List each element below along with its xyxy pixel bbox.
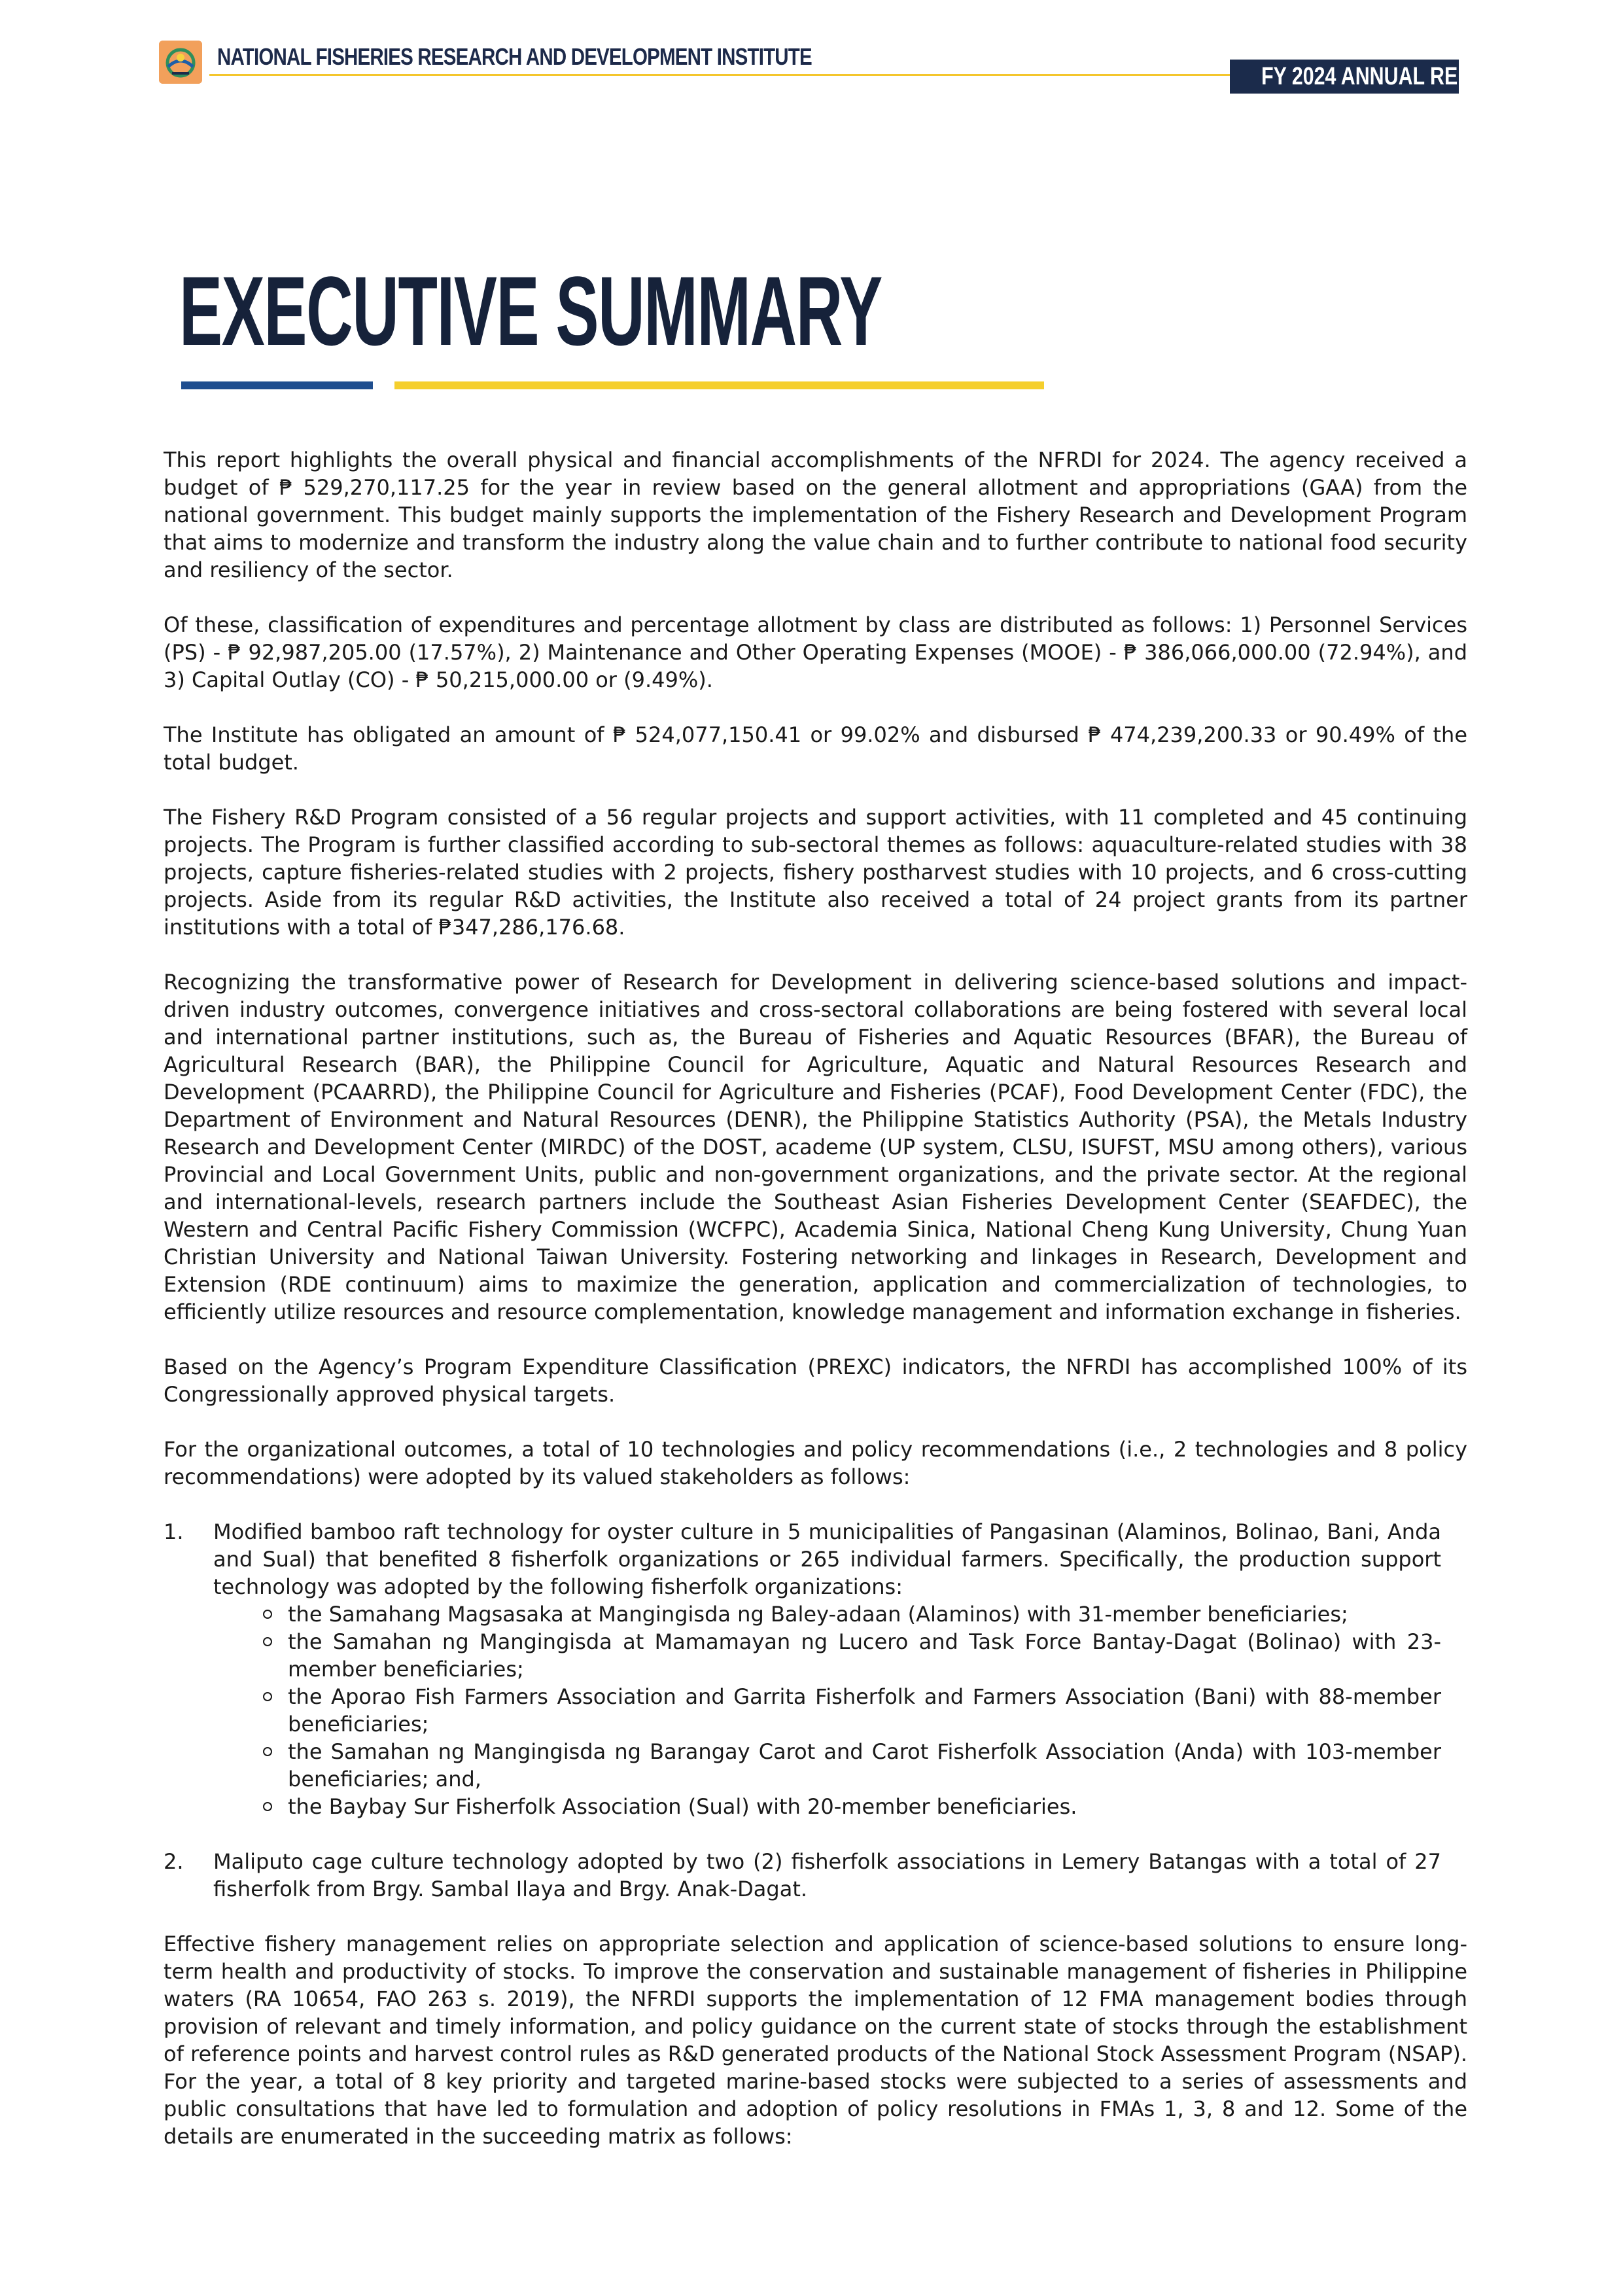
sub-list-item [213, 1600, 1441, 1628]
report-label-badge [1230, 60, 1513, 94]
list-number: 1. [164, 1519, 184, 1544]
sub-list-item [213, 1683, 1441, 1738]
circle-bullet-icon [263, 1747, 272, 1756]
sub-list-item [213, 1738, 1441, 1793]
sub-list-text: the Samahan ng Mangingisda at Mamamayan ng Lucero and Task Force Bantay-Dagat (Bolinao) with 23-member beneficiaries; [288, 1629, 1441, 1682]
nfrdi-logo-icon [159, 41, 202, 84]
circle-bullet-icon [263, 1610, 272, 1619]
summary-content [164, 446, 1467, 2178]
paragraph-fishery-management: Effective fishery management relies on appropriate selection and application of science-based solutions to ensure long-term health and productivity of stocks. To improve the conservation and sustainable management of fisheries in Philippine waters (RA 10654, FAO 263 s. 2019), the NFRDI supports the implementation of 12 FMA management bodies through provision of relevant and timely information, and policy guidance on the current state of stocks through the establishment of reference points and harvest control rules as R&D generated products of the National Stock Assessment Program (NSAP). For the year, a total of 8 key priority and targeted marine-based stocks were subjected to a series of assessments and public consultations that have led to formulation and adoption of policy resolutions in FMAs 1, 3, 8 and 12. Some of the details are enumerated in the succeeding matrix as follows: [164, 1932, 1467, 2149]
paragraph-prexc: Based on the Agency’s Program Expenditure Classification (PREXC) indicators, the NFRDI has accomplished 100% of its Congressionally approved physical targets. [164, 1354, 1467, 1407]
title-underline-yellow [394, 381, 1044, 389]
paragraph-partnerships: Recognizing the transformative power of Research for Development in delivering science-based solutions and impact-driven industry outcomes, convergence initiatives and cross-sectoral collaborations are being fostered with several local and international partner institutions, such as, the Bureau of Fisheries and Aquatic Resources (BFAR), the Bureau of Agricultural Research (BAR), the Philippine Council for Agriculture, Aquatic and Natural Resources Research and Development (PCAARRD), the Philippine Council for Agriculture and Fisheries (PCAF), Food Development Center (FDC), the Department of Environment and Natural Resources (DENR), the Philippine Statistics Authority (PSA), the Metals Industry Research and Development Center (MIRDC) of the DOST, academe (UP system, CLSU, ISUFST, MSU among others), various Provincial and Local Government Units, public and non-government organizations, and the private sector. At the regional and international-levels, research partners include the Southeast Asian Fisheries Development Center (SEAFDEC), the Western and Central Pacific Fishery Commission (WCFPC), Academia Sinica, National Cheng Kung University, Chung Yuan Christian University and National Taiwan University. Fostering networking and linkages in Research, Development and Extension (RDE continuum) aims to maximize the generation, application and commercialization of technologies, to efficiently utilize resources and resource complementation, knowledge management and information exchange in fisheries. [164, 970, 1467, 1324]
list-item [164, 1518, 1441, 1820]
list-item-text: Modified bamboo raft technology for oyster culture in 5 municipalities of Pangasinan (Alaminos, Bolinao, Bani, Anda and Sual) that benefited 8 fisherfolk organizations or 265 individual farmers. Specifically, the production support technology was adopted by the following fisherfolk organizations: [213, 1519, 1441, 1599]
page-title: EXECUTIVE SUMMARY [179, 256, 882, 366]
circle-bullet-icon [263, 1637, 272, 1646]
sub-list-item [213, 1793, 1441, 1820]
paragraph-rd-program: The Fishery R&D Program consisted of a 56 regular projects and support activities, with 11 completed and 45 continuing projects. The Program is further classified according to sub-sectoral themes as follows: aquaculture-related studies with 38 projects, capture fisheries-related studies with 2 projects, fishery postharvest studies with 10 projects, and 6 cross-cutting projects. Aside from its regular R&D activities, the Institute also received a total of 24 project grants from its partner institutions with a total of ₱347,286,176.68. [164, 805, 1467, 940]
paragraph-expenditures: Of these, classification of expenditures and percentage allotment by class are distributed as follows: 1) Personnel Services (PS) - ₱ 92,987,205.00 (17.57%), 2) Maintenance and Other Operating Expenses (MOOE) - ₱ 386,066,000.00 (72.94%), and 3) Capital Outlay (CO) - ₱ 50,215,000.00 or (9.49%). [164, 612, 1467, 692]
list-item [164, 1848, 1441, 1903]
paragraph-budget: This report highlights the overall physical and financial accomplishments of the NFRDI for 2024. The agency received a budget of ₱ 529,270,117.25 for the year in review based on the general allotment and appropriations (GAA) from the national government. This budget mainly supports the implementation of the Fishery Research and Development Program that aims to modernize and transform the industry along the value chain and to further contribute to national food security and resiliency of the sector. [164, 448, 1467, 582]
list-number: 2. [164, 1849, 184, 1874]
sub-list-text: the Aporao Fish Farmers Association and Garrita Fisherfolk and Farmers Association (Bani) with 88-member beneficiaries; [288, 1684, 1441, 1737]
title-underline-blue [181, 381, 373, 389]
sub-list-item [213, 1628, 1441, 1683]
sub-list-text: the Samahang Magsasaka at Mangingisda ng Baley-adaan (Alaminos) with 31-member beneficiaries; [288, 1602, 1348, 1627]
sub-list-text: the Samahan ng Mangingisda ng Barangay Carot and Carot Fisherfolk Association (Anda) with 103-member beneficiaries; and, [288, 1739, 1441, 1792]
header-divider [209, 74, 1230, 76]
paragraph-outcomes: For the organizational outcomes, a total of 10 technologies and policy recommendations (i.e., 2 technologies and 8 policy recommendations) were adopted by its valued stakeholders as follows: [164, 1437, 1467, 1489]
paragraph-obligations: The Institute has obligated an amount of ₱ 524,077,150.41 or 99.02% and disbursed ₱ 474,239,200.33 or 90.49% of the total budget. [164, 722, 1467, 775]
circle-bullet-icon [263, 1802, 272, 1811]
circle-bullet-icon [263, 1692, 272, 1701]
sub-list-text: the Baybay Sur Fisherfolk Association (Sual) with 20-member beneficiaries. [288, 1794, 1077, 1819]
list-item-text: Maliputo cage culture technology adopted by two (2) fisherfolk associations in Lemery Batangas with a total of 27 fisherfolk from Brgy. Sambal Ilaya and Brgy. Anak-Dagat. [213, 1849, 1441, 1901]
adopted-technologies-list [164, 1518, 1467, 1903]
sub-list [213, 1600, 1441, 1820]
report-label: FY 2024 ANNUAL REPORT [1261, 63, 1513, 90]
org-name: NATIONAL FISHERIES RESEARCH AND DEVELOPMENT INSTITUTE [217, 43, 812, 70]
